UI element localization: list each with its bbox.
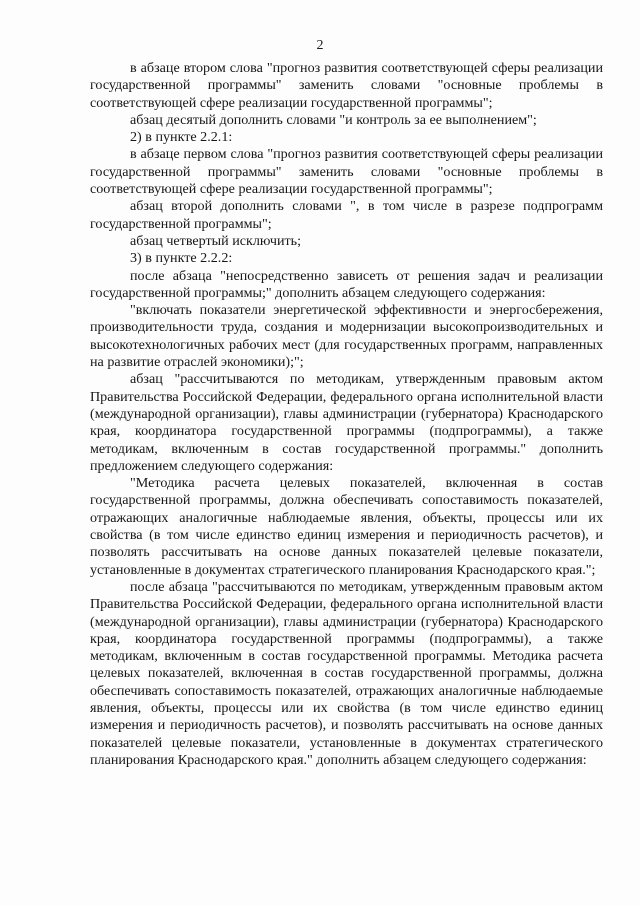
paragraph: 3) в пункте 2.2.2:: [130, 250, 233, 267]
paragraph: абзац "рассчитываются по методикам, утвержденным правовым актом Правительства Российской Федерации, федерального органа исполнительной власти (международной организации), главы администрации (губернатора) Краснодарского края, координатора государственной программы (подпрограммы), а также методикам, включенным в состав государственной программы." дополнить предложением следующего содержания:: [90, 371, 603, 474]
paragraph: абзац десятый дополнить словами "и контроль за ее выполнением";: [130, 111, 537, 128]
paragraph: после абзаца "рассчитываются по методикам, утвержденным правовым актом Правительства Российской Федерации, федерального органа исполнительной власти (международной организации), главы администрации (губернатора) Краснодарского края, координатора государственной программы (подпрограммы), а также методикам, включенным в состав государственной программы. Методика расчета целевых показателей, включенная в состав государственной программы, должна обеспечивать сопоставимость показателей, отражающих аналогичные наблюдаемые явления, объекты, процессы или их свойства (в том числе единство единиц измерения и периодичность расчетов), и позволять рассчитывать на основе данных показателей целевые показатели, установленные в документах стратегического планирования Краснодарского края." дополнить абзацем следующего содержания:: [90, 578, 603, 768]
paragraph: после абзаца "непосредственно зависеть от решения задач и реализации государственной программы;" дополнить абзацем следующего содержания:: [90, 267, 603, 301]
paragraph: "Методика расчета целевых показателей, включенная в состав государственной программы, должна обеспечивать сопоставимость показателей, отражающих аналогичные наблюдаемые явления, объекты, процессы или их свойства (в том числе единство единиц измерения и периодичность расчетов), и позволять рассчитывать на основе данных показателей целевые показатели, установленные в документах стратегического планирования Краснодарского края.";: [90, 475, 603, 578]
paragraph: 2) в пункте 2.2.1:: [130, 129, 233, 146]
paragraph: "включать показатели энергетической эффективности и энергосбережения, производительности труда, создания и модернизации высокопроизводительных и высокотехнологичных рабочих мест (для государственных программ, направленных на развитие отраслей экономики);";: [90, 302, 603, 371]
document-body: [90, 60, 603, 769]
paragraph: в абзаце втором слова "прогноз развития соответствующей сферы реализации государственной программы" заменить словами "основные проблемы в соответствующей сфере реализации государственной программы";: [90, 60, 603, 111]
paragraph: в абзаце первом слова "прогноз развития соответствующей сферы реализации государственной программы" заменить словами "основные проблемы в соответствующей сфере реализации государственной программы";: [90, 146, 603, 198]
paragraph: абзац второй дополнить словами ", в том числе в разрезе подпрограмм государственной программы";: [90, 198, 603, 232]
page-number: 2: [316, 38, 324, 53]
paragraph: абзац четвертый исключить;: [130, 232, 302, 249]
